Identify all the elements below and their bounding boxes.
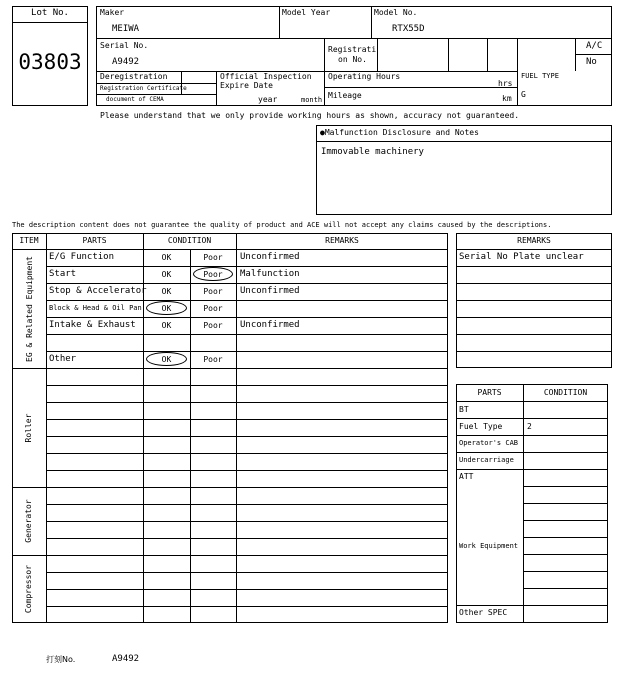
model-year-label: Model Year <box>282 8 331 17</box>
part-block-head-oil-pan: Block & Head & Oil Pan <box>49 304 142 312</box>
part-start: Start <box>49 269 77 279</box>
section-roller: Roller <box>24 413 33 443</box>
disclaimer: The description content does not guarantee the quality of product and ACE will not accept any claims caused by the descriptions. <box>12 221 552 229</box>
remark-start: Malfunction <box>240 269 300 279</box>
stamp-label: 打刻No. <box>46 655 76 664</box>
section-generator: Generator <box>24 499 33 543</box>
side-header-parts: PARTS <box>477 388 502 397</box>
registration-certificate-label: Registration Certificate <box>100 85 187 92</box>
row-ok: OK <box>161 270 172 279</box>
registration-label-2: on No. <box>338 55 367 64</box>
fuel-type-value: G <box>521 90 526 99</box>
lot-label: Lot No. <box>31 8 69 18</box>
side-bt: BT <box>459 405 469 414</box>
row-ok: OK <box>161 321 172 330</box>
malfunction-text: Immovable machinery <box>321 147 424 157</box>
maker-value: MEIWA <box>112 24 140 34</box>
operating-hours-label: Operating Hours <box>328 72 401 81</box>
part-other: Other <box>49 354 77 364</box>
row-poor: Poor <box>203 355 223 364</box>
part-stop-accelerator: Stop & Accelerator <box>49 286 147 296</box>
inspection-label-1: Official Inspection <box>220 72 312 81</box>
section-compressor: Compressor <box>24 564 33 614</box>
remark-stop-accelerator: Unconfirmed <box>240 286 300 296</box>
malfunction-title: ●Malfunction Disclosure and Notes <box>320 128 479 137</box>
ac-label: A/C <box>586 41 603 51</box>
side-header-condition: CONDITION <box>543 388 588 397</box>
header-condition: CONDITION <box>167 236 212 245</box>
malfunction-box <box>316 125 612 215</box>
serial-value: A9492 <box>112 57 140 67</box>
side-work-equipment: Work Equipment <box>459 542 519 550</box>
side-remarks-line-1: Serial No Plate unclear <box>459 252 584 262</box>
row-ok: OK <box>161 253 172 262</box>
inspection-month-label: month <box>301 96 323 104</box>
inspection-year-label: year <box>258 95 278 104</box>
hours-notice: Please understand that we only provide working hours as shown, accuracy not guaranteed. <box>100 111 520 120</box>
mileage-label: Mileage <box>328 91 362 100</box>
mileage-unit: km <box>502 94 512 103</box>
row-poor: Poor <box>203 304 223 313</box>
remark-eg-function: Unconfirmed <box>240 252 300 262</box>
part-eg-function: E/G Function <box>49 252 115 262</box>
header-parts: PARTS <box>82 236 107 245</box>
row-poor: Poor <box>203 287 223 296</box>
stamp-value: A9492 <box>112 654 140 664</box>
inspection-label-2: Expire Date <box>220 81 273 90</box>
cema-document-label: document of CEMA <box>106 96 164 103</box>
row-poor: Poor <box>203 270 223 279</box>
serial-label: Serial No. <box>100 41 149 50</box>
operating-hours-unit: hrs <box>498 79 513 88</box>
header-remarks: REMARKS <box>325 236 359 245</box>
side-remarks-header: REMARKS <box>517 236 551 245</box>
row-poor: Poor <box>203 321 223 330</box>
section-eg-related-equipment: EG & Related Equipment <box>25 256 34 362</box>
row-ok: OK <box>161 304 172 313</box>
maker-label: Maker <box>100 8 125 17</box>
model-no-label: Model No. <box>374 8 418 17</box>
selected-poor-mark <box>193 267 233 281</box>
side-fuel-type-label: Fuel Type <box>459 422 503 431</box>
side-att: ATT <box>459 472 474 481</box>
header-item: ITEM <box>19 236 39 245</box>
part-intake-exhaust: Intake & Exhaust <box>49 320 136 330</box>
side-other-spec: Other SPEC <box>459 608 508 617</box>
lot-number: 03803 <box>18 50 82 74</box>
side-fuel-type-value: 2 <box>527 422 532 431</box>
model-no-value: RTX55D <box>392 24 425 34</box>
deregistration-label: Deregistration <box>100 72 168 81</box>
row-poor: Poor <box>203 253 223 262</box>
selected-ok-mark <box>146 352 187 366</box>
ac-value: No <box>586 57 597 67</box>
selected-ok-mark <box>146 301 187 315</box>
side-operators-cab: Operator's CAB <box>459 439 519 447</box>
row-ok: OK <box>161 287 172 296</box>
row-ok: OK <box>161 355 172 364</box>
remark-intake-exhaust: Unconfirmed <box>240 320 300 330</box>
registration-label-1: Registrati <box>328 45 377 54</box>
fuel-type-label: FUEL TYPE <box>521 72 559 80</box>
side-undercarriage: Undercarriage <box>459 456 514 464</box>
